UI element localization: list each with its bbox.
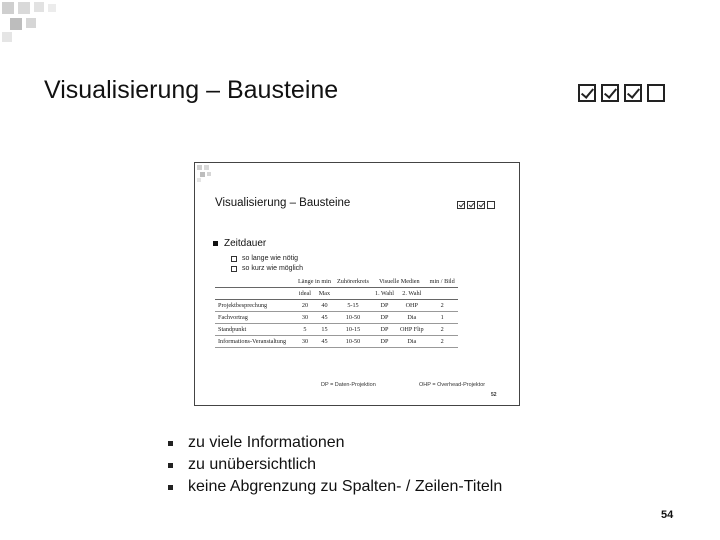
- table-header-cell: [334, 288, 372, 300]
- table-header-cell: [427, 288, 458, 300]
- list-item: [168, 432, 502, 454]
- thumbnail-legend-left: DP = Daten-Projektion: [321, 382, 376, 388]
- thumbnail-sub-item: [231, 265, 303, 272]
- table-cell: 45: [315, 312, 334, 324]
- table-header-row: [215, 276, 458, 288]
- table-cell: Standpunkt: [215, 324, 295, 336]
- bullet-icon: [168, 485, 173, 490]
- thumbnail-bullet-text: Zeitdauer: [224, 238, 267, 249]
- empty-box-icon: [647, 84, 665, 102]
- table-cell: OHP Flip: [397, 324, 427, 336]
- checked-box-icon: [477, 201, 485, 209]
- checked-box-icon: [578, 84, 596, 102]
- list-item: [168, 476, 502, 498]
- empty-box-icon: [487, 201, 495, 209]
- thumbnail-sub-item: [231, 255, 298, 262]
- table-header-cell: Max: [315, 288, 334, 300]
- table-cell: Projektbesprechung: [215, 300, 295, 312]
- list-item-text: zu unübersichtlich: [188, 456, 317, 473]
- table-header-cell: Zuhörerkreis: [334, 276, 372, 288]
- table-cell: Dia: [397, 312, 427, 324]
- table-row: [215, 324, 458, 336]
- thumbnail-title: Visualisierung – Bausteine: [215, 197, 351, 209]
- bullet-icon: [168, 463, 173, 468]
- table-cell: Fachvortrag: [215, 312, 295, 324]
- list-item-text: keine Abgrenzung zu Spalten- / Zeilen-Titeln: [188, 478, 503, 495]
- table-cell: 1: [427, 312, 458, 324]
- table-cell: 10-50: [334, 336, 372, 348]
- thumbnail-checkbox-row: [457, 201, 495, 209]
- bullet-icon: [168, 441, 173, 446]
- table-row: [215, 336, 458, 348]
- page-number: 54: [661, 509, 674, 521]
- table-cell: 30: [295, 312, 315, 324]
- table-header-cell: [215, 288, 295, 300]
- table-cell: 10-50: [334, 312, 372, 324]
- table-header-row: [215, 288, 458, 300]
- thumbnail-sub-item-text: so lange wie nötig: [242, 255, 299, 262]
- table-header-cell: min / Bild: [427, 276, 458, 288]
- table-cell: 2: [427, 324, 458, 336]
- checked-box-icon: [457, 201, 465, 209]
- slide-thumbnail: [194, 162, 520, 406]
- table-cell: OHP: [397, 300, 427, 312]
- list-item: [168, 454, 502, 476]
- checked-box-icon: [624, 84, 642, 102]
- thumbnail-table: [215, 276, 458, 348]
- table-cell: 5-15: [334, 300, 372, 312]
- bullet-list: [168, 432, 502, 498]
- table-cell: 20: [295, 300, 315, 312]
- table-row: [215, 312, 458, 324]
- table-cell: 30: [295, 336, 315, 348]
- table-cell: DP: [372, 300, 397, 312]
- checked-box-icon: [467, 201, 475, 209]
- table-header-cell: ideal: [295, 288, 315, 300]
- thumbnail-bullet: [213, 238, 266, 249]
- table-cell: DP: [372, 312, 397, 324]
- thumbnail-corner-decoration: [195, 163, 225, 185]
- table-cell: 15: [315, 324, 334, 336]
- table-cell: 5: [295, 324, 315, 336]
- table-cell: Dia: [397, 336, 427, 348]
- table-cell: 2: [427, 300, 458, 312]
- thumbnail-page-number: 52: [491, 392, 497, 398]
- table-cell: DP: [372, 336, 397, 348]
- table-row: [215, 300, 458, 312]
- bullet-icon: [213, 241, 218, 246]
- corner-decoration: [0, 0, 70, 50]
- table-cell: 45: [315, 336, 334, 348]
- table-header-cell: Visuelle Medien: [372, 276, 427, 288]
- table-header-cell: Länge in min: [295, 276, 334, 288]
- hollow-bullet-icon: [231, 256, 237, 262]
- table-cell: 2: [427, 336, 458, 348]
- hollow-bullet-icon: [231, 266, 237, 272]
- list-item-text: zu viele Informationen: [188, 434, 345, 451]
- table-cell: DP: [372, 324, 397, 336]
- table-header-cell: 1. Wahl: [372, 288, 397, 300]
- table-header-cell: 2. Wahl: [397, 288, 427, 300]
- thumbnail-sub-item-text: so kurz wie möglich: [242, 265, 304, 272]
- table-header-cell: [215, 276, 295, 288]
- checkbox-row: [578, 84, 665, 102]
- table-cell: Informations-Veranstaltung: [215, 336, 295, 348]
- checked-box-icon: [601, 84, 619, 102]
- thumbnail-legend-right: OHP = Overhead-Projektor: [419, 382, 486, 388]
- slide-title: Visualisierung – Bausteine: [44, 76, 339, 104]
- table-cell: 10-15: [334, 324, 372, 336]
- table-cell: 40: [315, 300, 334, 312]
